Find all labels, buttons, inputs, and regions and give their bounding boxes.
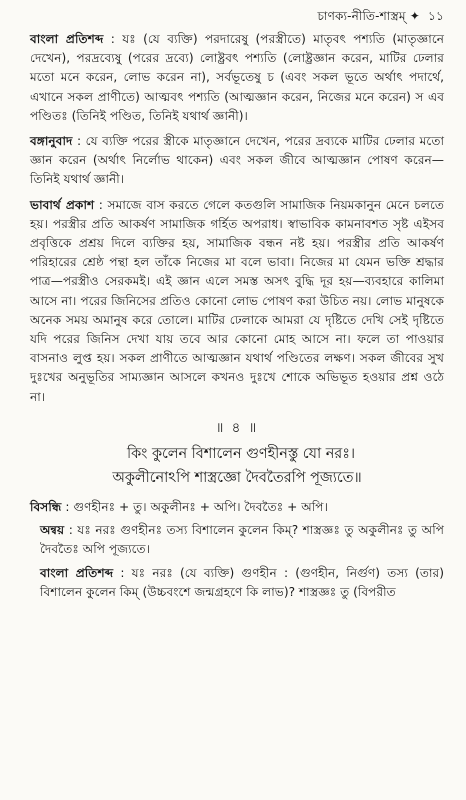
verse-block (30, 442, 444, 490)
paragraph-pratishabda (30, 30, 444, 126)
verse-line: অকুলীনোঽপি শাস্ত্রজ্ঞো দৈবতৈরপি পূজ্যতে॥ (112, 470, 362, 487)
paragraph-explanation (30, 196, 444, 407)
running-header (30, 6, 444, 26)
paragraph-text: : গুণহীনঃ + তু। অকুলীনঃ + অপি। দৈবতৈঃ + অপি। (61, 500, 328, 515)
document-page (30, 6, 444, 606)
paragraph-text: : যে ব্যক্তি পরের স্ত্রীকে মাতৃজ্ঞানে দেখেন, পরের দ্রব্যকে মাটির ঢেলার মতো জ্ঞান করেন (অর্থাৎ নির্লোভ থাকেন) এবং সকল জীবে আত্মজ্ঞান পোষণ করেন—তিনিই যথার্থ জ্ঞানী। (30, 134, 444, 187)
paragraph-heading: বঙ্গানুবাদ (30, 134, 73, 149)
paragraph-text: : যঃ (যে ব্যক্তি) পরদারেষু (পরস্ত্রীতে) মাতৃবৎ পশ্যতি (মাতৃজ্ঞানে দেখেন), পরদ্রব্যেষু (পরের দ্রব্যে) লোষ্ট্রবৎ পশ্যতি (লোষ্ট্রজ্ঞান করেন, মাটির ঢেলার মতো মনে করেন, লোভ করেন না), সর্বভূতেষু চ (এবং সকল ভূতে অর্থাৎ পদার্থে, এখানে সকল প্রাণীতে) আত্মবৎ পশ্যতি (আত্মজ্ঞান করেন, নিজের মনে করেন) স এব পণ্ডিতঃ (তিনিই পণ্ডিত, তিনিই যথার্থ জ্ঞানী)। (30, 32, 444, 123)
page-number: ১১ (428, 9, 444, 23)
paragraph-heading: অন্বয় (40, 523, 65, 538)
paragraph-pratishabda-2 (40, 564, 444, 602)
paragraph-heading: বিসন্ধি (30, 500, 62, 515)
paragraph-heading: বাংলা প্রতিশব্দ (30, 32, 104, 46)
star-ornament-icon: ✦ (409, 9, 420, 23)
paragraph-sandhi (30, 498, 444, 517)
paragraph-translation (30, 132, 444, 190)
paragraph-heading: ভাবার্থ প্রকাশ (30, 197, 95, 212)
verse-line: কিং কুলেন বিশালেন গুণহীনস্তু যো নরঃ। (126, 446, 356, 463)
paragraph-anvaya (40, 521, 444, 559)
paragraph-heading: বাংলা প্রতিশব্দ (40, 565, 114, 580)
paragraph-text: : যঃ নরঃ গুণহীনঃ তস্য বিশালেন কুলেন কিম্? শাস্ত্রজ্ঞঃ তু অকুলীনঃ তু অপি দৈবতৈঃ অপি পূজ্যতে। (40, 523, 444, 557)
paragraph-text: : যঃ নরঃ (যে ব্যক্তি) গুণহীন : (গুণহীন, নির্গুণ) তস্য (তার) বিশালেন কুলেন কিম্ (উচ্চবংশে জন্মগ্রহণে কি লাভ)? শাস্ত্রজ্ঞঃ তু (বিপরীত (40, 565, 444, 599)
book-title: চাণক্য-নীতি-শাস্ত্রম্ (317, 9, 406, 23)
verse-number: ॥ ৪ ॥ (215, 419, 259, 436)
paragraph-text: : সমাজে বাস করতে গেলে কতগুলি সামাজিক নিয়মকানুন মেনে চলতে হয়। পরস্ত্রীর প্রতি আকর্ষণ সামাজিক গর্হিত অপরাধ। স্বাভাবিক কামনাবশত সৃষ্ট এইসব প্রবৃত্তিকে প্রশ্রয় দিলে ব্যক্তির হয়, সামাজিক বন্ধন নষ্ট হয়। পরস্ত্রীর প্রতি আকর্ষণ পরিহারের শ্রেষ্ঠ পন্থা হল তাঁকে নিজের মা বলে ভাবা। নিজের মা যেমন ভক্তি শ্রদ্ধার পাত্র—পরস্ত্রীও সেরকমই। এই জ্ঞান এলে সমস্ত অসৎ বুদ্ধি দূর হয়—ব্যবহারে কালিমা আসে না। পরের জিনিসের প্রতিও কোনো লোভ পোষণ করা উচিত নয়। লোভ মানুষকে অনেক সময় অমানুষ করে তোলে। মাটির ঢেলাকে আমরা যে দৃষ্টিতে দেখি সেই দৃষ্টিতে যদি পরের জিনিস দেখা যায় তবে আর কোনো মোহ আসে না। ফলে তা পাওয়ার বাসনাও লুপ্ত হয়। সকল প্রাণীতে আত্মজ্ঞান যথার্থ পণ্ডিতের লক্ষণ। সকল জীবের সুখ দুঃখের অনুভূতির সাম্যজ্ঞান আসলে কখনও দুঃখে শোকে অভিভূত হওয়ার প্রশ্ন ওঠে না। (30, 197, 444, 404)
